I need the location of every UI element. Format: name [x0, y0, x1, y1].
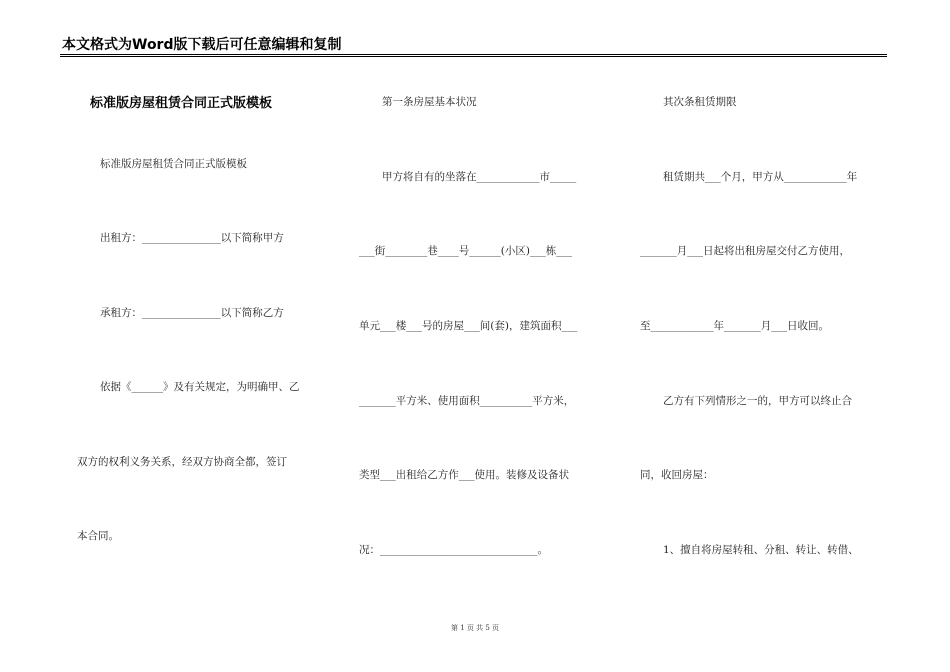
col3-line: 租赁期共___个月，甲方从____________年: [663, 171, 858, 183]
col2-line: 甲方将自有的坐落在____________市_____: [382, 171, 577, 183]
col1-line: 出租方：_______________以下简称甲方: [100, 232, 284, 244]
col3-line: 至____________年_______月___日收回。: [640, 320, 829, 332]
document-title: 标准版房屋租赁合同正式版模板: [90, 96, 273, 111]
col2-line: _______平方米、使用面积__________平方米，: [359, 395, 575, 407]
col1-line: 承租方：_______________以下简称乙方: [100, 307, 284, 319]
col2-line: 类型___出租给乙方作___使用。装修及设备状: [359, 469, 569, 481]
col3-line: 其次条租赁期限: [663, 96, 737, 108]
header-rule-thin: [60, 56, 887, 57]
download-banner: 本文格式为Word版下载后可任意编辑和复制: [62, 37, 342, 53]
col2-line: 况：______________________________。: [359, 544, 548, 556]
page-number: 第 1 页 共 5 页: [450, 624, 500, 632]
col3-line: 同，收回房屋：: [640, 469, 714, 481]
col2-line: ___街________巷____号______(小区)___栋___: [359, 245, 572, 257]
col2-line: 第一条房屋基本状况: [382, 96, 477, 108]
header-rule: [60, 54, 887, 55]
col3-line: _______月___日起将出租房屋交付乙方使用，: [640, 245, 850, 257]
col3-line: 乙方有下列情形之一的，甲方可以终止合: [663, 395, 852, 407]
col1-line: 依据《______》及有关规定，为明确甲、乙: [100, 381, 300, 393]
col1-line: 双方的权利义务关系，经双方协商全都，签订: [77, 456, 287, 468]
col2-line: 单元___楼___号的房屋___间(套)，建筑面积___: [359, 320, 578, 332]
col3-line: 1、擅自将房屋转租、分租、转让、转借、: [663, 544, 859, 556]
col1-line: 本合同。: [77, 530, 119, 542]
col1-line: 标准版房屋租赁合同正式版模板: [100, 158, 247, 170]
